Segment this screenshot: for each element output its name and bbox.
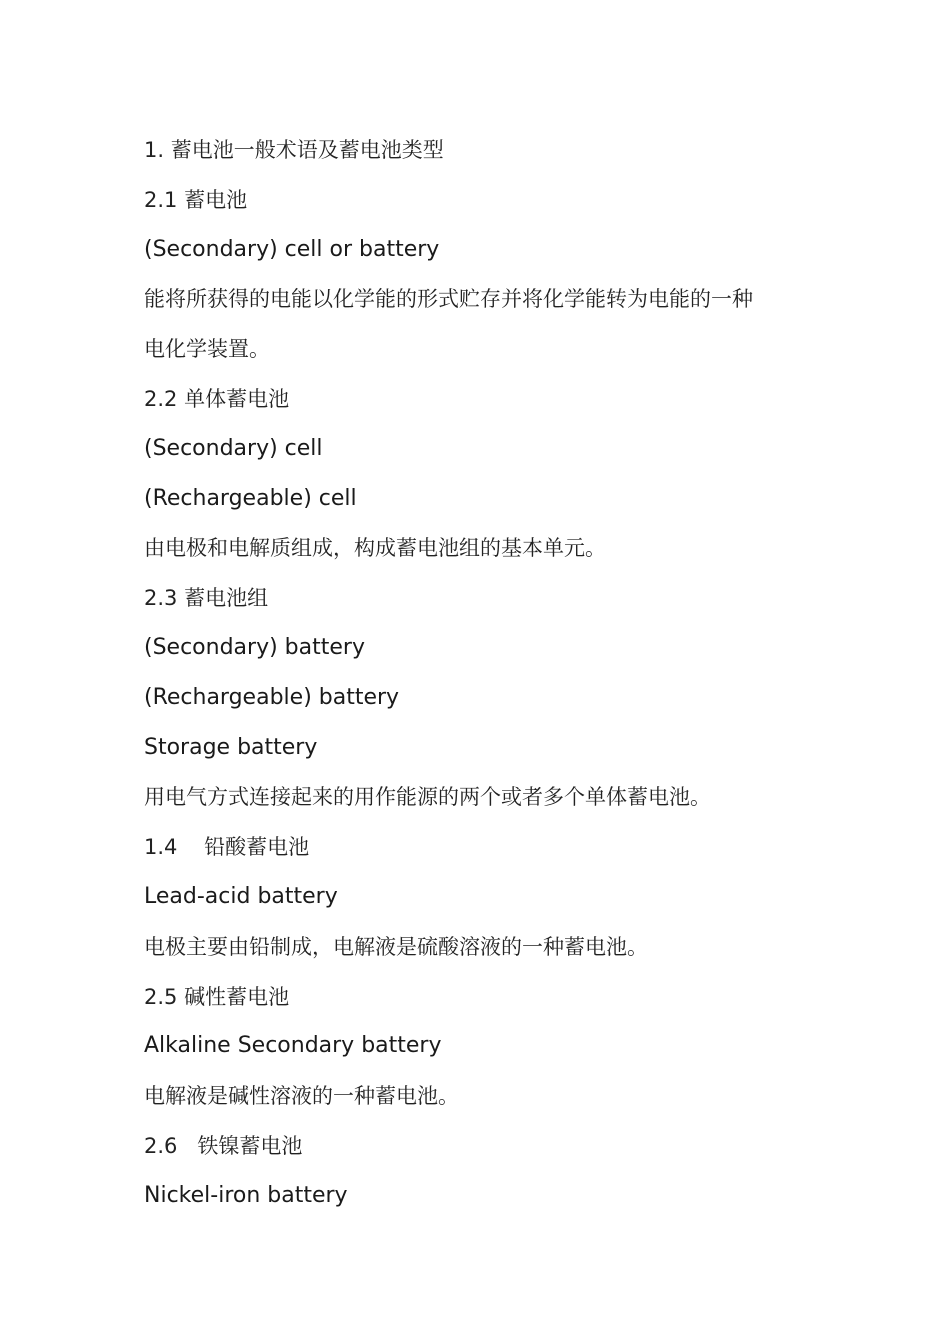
english-term: Storage battery xyxy=(144,734,318,760)
term-definition: 由电极和电解质组成，构成蓄电池组的基本单元。 xyxy=(144,536,606,561)
term-definition: 电解液是碱性溶液的一种蓄电池。 xyxy=(144,1084,459,1109)
term-heading: 2.3 蓄电池组 xyxy=(144,586,269,611)
term-heading: 2.1 蓄电池 xyxy=(144,187,248,212)
term-definition: 能将所获得的电能以化学能的形式贮存并将化学能转为电能的一种 xyxy=(144,287,753,312)
english-term: (Rechargeable) cell xyxy=(144,485,357,511)
section-heading: 1. 蓄电池一般术语及蓄电池类型 xyxy=(144,138,444,162)
english-term: Nickel-iron battery xyxy=(144,1182,348,1208)
english-term: Alkaline Secondary battery xyxy=(144,1033,442,1059)
english-term: (Secondary) cell xyxy=(144,435,323,461)
term-heading: 1.4 铅酸蓄电池 xyxy=(144,835,310,860)
document-body xyxy=(144,132,824,1228)
english-term: (Rechargeable) battery xyxy=(144,684,400,710)
term-heading: 2.2 单体蓄电池 xyxy=(144,386,290,411)
english-term: Lead-acid battery xyxy=(144,883,338,909)
term-heading: 2.5 碱性蓄电池 xyxy=(144,984,290,1009)
english-term: (Secondary) battery xyxy=(144,634,365,660)
term-definition: 用电气方式连接起来的用作能源的两个或者多个单体蓄电池。 xyxy=(144,785,711,810)
term-definition: 电极主要由铅制成，电解液是硫酸溶液的一种蓄电池。 xyxy=(144,934,648,959)
term-heading: 2.6 铁镍蓄电池 xyxy=(144,1133,303,1158)
term-definition: 电化学装置。 xyxy=(144,337,270,362)
english-term: (Secondary) cell or battery xyxy=(144,236,440,262)
